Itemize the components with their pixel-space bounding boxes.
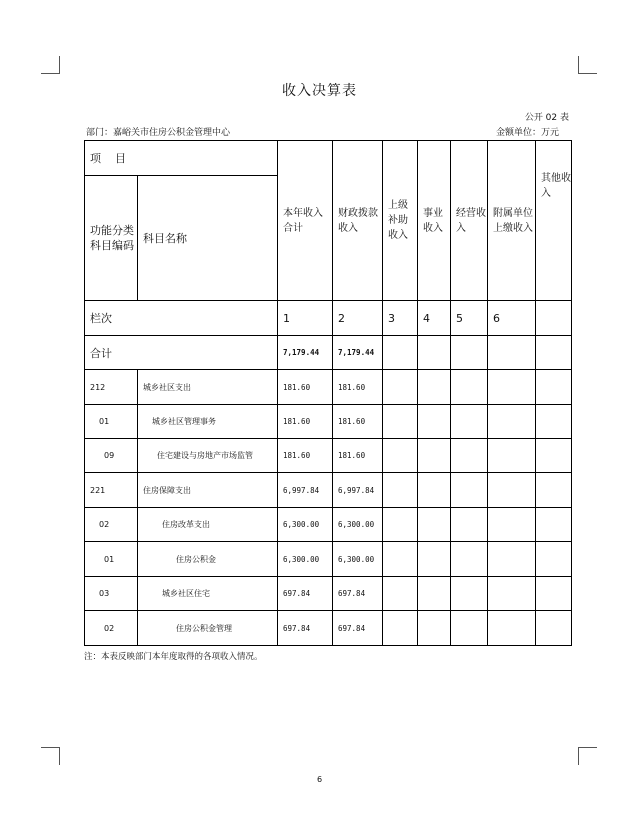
fiscal-income: 6,300.00 bbox=[333, 542, 383, 577]
subject-name: 住房改革支出 bbox=[138, 508, 278, 542]
business-income-header: 事业收入 bbox=[418, 141, 451, 301]
unit-label: 金额单位：万元 bbox=[495, 128, 559, 138]
department-label: 部门：嘉峪关市住房公积金管理中心 bbox=[86, 128, 231, 138]
affiliated-income-header: 附属单位上缴收入 bbox=[488, 141, 536, 301]
total-income: 6,300.00 bbox=[278, 542, 333, 577]
table-row bbox=[85, 370, 572, 405]
table-code: 公开 02 表 bbox=[524, 113, 569, 123]
total-value: 7,179.44 bbox=[333, 336, 383, 370]
income-table bbox=[84, 140, 572, 646]
table-row bbox=[85, 577, 572, 611]
table-row bbox=[85, 473, 572, 508]
column-number: 4 bbox=[418, 301, 451, 336]
fiscal-income: 697.84 bbox=[333, 611, 383, 646]
column-number: 5 bbox=[451, 301, 488, 336]
page-title: 收入决算表 bbox=[282, 83, 357, 99]
crop-mark bbox=[59, 747, 60, 765]
subject-name: 住房公积金 bbox=[138, 542, 278, 577]
footnote: 注：本表反映部门本年度取得的各项收入情况。 bbox=[84, 652, 263, 662]
superior-income-header: 上级补助收入 bbox=[383, 141, 418, 301]
subject-name: 城乡社区住宅 bbox=[138, 577, 278, 611]
fiscal-income: 697.84 bbox=[333, 577, 383, 611]
crop-mark bbox=[578, 747, 579, 765]
func-code: 02 bbox=[85, 508, 138, 542]
total-income: 697.84 bbox=[278, 577, 333, 611]
column-number-label: 栏次 bbox=[85, 301, 278, 336]
total-income: 6,997.84 bbox=[278, 473, 333, 508]
total-value: 7,179.44 bbox=[278, 336, 333, 370]
func-code-header: 功能分类科目编码 bbox=[85, 176, 138, 301]
total-income: 6,300.00 bbox=[278, 508, 333, 542]
crop-mark bbox=[578, 56, 579, 74]
func-code: 01 bbox=[85, 405, 138, 439]
subject-name: 住宅建设与房地产市场监管 bbox=[138, 439, 278, 473]
table-row bbox=[85, 542, 572, 577]
total-income-header: 本年收入合计 bbox=[278, 141, 333, 301]
func-code: 02 bbox=[85, 611, 138, 646]
fiscal-income: 181.60 bbox=[333, 370, 383, 405]
crop-mark bbox=[578, 747, 597, 748]
fiscal-income: 6,997.84 bbox=[333, 473, 383, 508]
func-code: 212 bbox=[85, 370, 138, 405]
table-row bbox=[85, 439, 572, 473]
total-income: 181.60 bbox=[278, 439, 333, 473]
subject-name-header: 科目名称 bbox=[138, 176, 278, 301]
table-row bbox=[85, 405, 572, 439]
crop-mark bbox=[59, 56, 60, 74]
table-row bbox=[85, 508, 572, 542]
fiscal-income: 181.60 bbox=[333, 405, 383, 439]
subject-name: 住房公积金管理 bbox=[138, 611, 278, 646]
fiscal-income-header: 财政拨款收入 bbox=[333, 141, 383, 301]
fiscal-income: 181.60 bbox=[333, 439, 383, 473]
crop-mark bbox=[578, 73, 597, 74]
column-number: 3 bbox=[383, 301, 418, 336]
column-number: 2 bbox=[333, 301, 383, 336]
subject-name: 城乡社区管理事务 bbox=[138, 405, 278, 439]
other-income-header: 其他收入 bbox=[536, 141, 572, 301]
total-income: 181.60 bbox=[278, 405, 333, 439]
func-code: 221 bbox=[85, 473, 138, 508]
column-number: 1 bbox=[278, 301, 333, 336]
subject-name: 住房保障支出 bbox=[138, 473, 278, 508]
page-number: 6 bbox=[316, 775, 323, 784]
func-code: 03 bbox=[85, 577, 138, 611]
fiscal-income: 6,300.00 bbox=[333, 508, 383, 542]
crop-mark bbox=[41, 73, 60, 74]
column-number: 6 bbox=[488, 301, 536, 336]
subject-name: 城乡社区支出 bbox=[138, 370, 278, 405]
table-row bbox=[85, 611, 572, 646]
total-income: 181.60 bbox=[278, 370, 333, 405]
crop-mark bbox=[41, 747, 60, 748]
func-code: 01 bbox=[85, 542, 138, 577]
item-header: 项 目 bbox=[85, 141, 278, 176]
operating-income-header: 经营收入 bbox=[451, 141, 488, 301]
func-code: 09 bbox=[85, 439, 138, 473]
total-label: 合计 bbox=[85, 336, 278, 370]
total-income: 697.84 bbox=[278, 611, 333, 646]
